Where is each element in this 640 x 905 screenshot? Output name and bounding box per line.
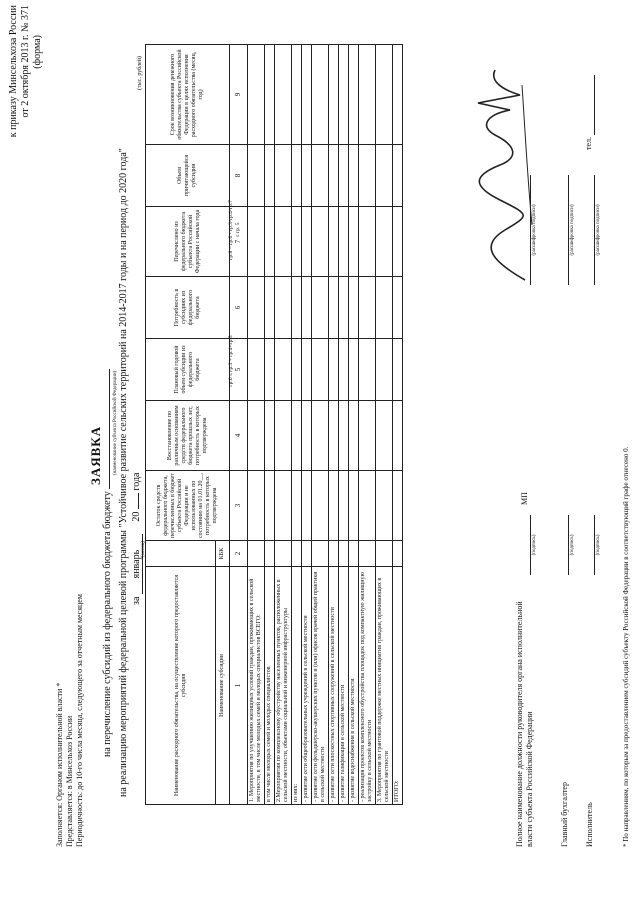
table-row (265, 45, 275, 805)
col-header-2 (146, 541, 216, 567)
handwritten-signature (470, 65, 540, 285)
table-row (339, 45, 349, 805)
accountant-sign-caption: (подпись) (570, 534, 575, 556)
table-cell (349, 145, 359, 207)
head-sign-caption: (подпись) (532, 534, 537, 556)
table-number-row (230, 45, 248, 805)
table-row (376, 45, 393, 805)
table-cell (393, 207, 403, 277)
date-month: январь (131, 534, 143, 594)
table-cell (302, 145, 312, 207)
table-cell (265, 471, 275, 541)
table-cell (275, 45, 292, 145)
table-cell (292, 45, 302, 145)
header-left-line1: Заполняется: Органом исполнительной власти * (55, 682, 64, 847)
col-header-5: Плановый годовой объем субсидии из федерального бюджета (146, 339, 230, 401)
table-cell (275, 541, 292, 567)
formula-col6: гр.6 ≤ гр.3 + гр.4+гр.5 (228, 335, 234, 387)
table-cell (312, 339, 329, 401)
table-cell (312, 401, 329, 471)
executor-sign-line (584, 515, 595, 575)
table-cell (248, 277, 265, 339)
table-cell (292, 145, 302, 207)
row-label: 1. Мероприятия по улучшению жилищных условий граждан, проживающих в сельской местности, в том числе молодых семей и молодых специалистов ВСЕГО: (248, 567, 265, 805)
subheader-name: Наименование субсидии (216, 567, 230, 805)
col-formula: 6 (234, 305, 242, 310)
table-cell (376, 277, 393, 339)
table-cell (312, 277, 329, 339)
table-cell (329, 145, 339, 207)
table-cell (339, 541, 349, 567)
table-cell (339, 471, 349, 541)
subtitle1: на перечисление субсидий из федерального бюджета бюджету (102, 491, 113, 757)
table-cell (302, 277, 312, 339)
table-cell (329, 45, 339, 145)
table-cell (349, 277, 359, 339)
col-number: 7 (230, 207, 248, 277)
head-sign-line (520, 515, 531, 575)
col-header-6: Потребность в субсидиях из федерального бюджета (146, 277, 230, 339)
table-cell (329, 207, 339, 277)
col-number: 5 (230, 339, 248, 401)
table-cell (376, 339, 393, 401)
row-label: 2.Мероприятия по комплексному обустройству населенных пунктов, расположенных в сельской местности, объектами социальной и инженерной инфраструктуры (275, 567, 292, 805)
header-left-line3: Периодичность: до 10-го числа месяца, следующего за отчетным месяцем (75, 594, 84, 847)
col-number: 4 (230, 401, 248, 471)
date-year-suffix: года (131, 472, 142, 491)
table-cell (349, 471, 359, 541)
month-caption: (месяц) (141, 540, 146, 557)
table-cell (329, 401, 339, 471)
table-cell (292, 277, 302, 339)
table-cell (393, 277, 403, 339)
table-row (248, 45, 265, 805)
footnote: * По направлениям, по которым за предоставлением субсидий субъекту Российской Федерации в соответствующий графе отнесено 0. (622, 446, 630, 847)
table-row (292, 45, 302, 805)
table-header-row (146, 45, 216, 805)
row-label: - развитие сети фельдшерско-акушерских пунктов и (или) офисов врачей общей практики в сельской местности (312, 567, 329, 805)
col-number: 2 (230, 541, 248, 567)
row-label: ИТОГО: (393, 567, 403, 805)
accountant-label: Главный бухгалтер (560, 782, 569, 847)
table-cell (292, 401, 302, 471)
table-cell (275, 339, 292, 401)
table-cell (248, 339, 265, 401)
col-header-3: Остаток средств федерального бюджета, перечисленных в бюджет субъекта Российской Федерации и не использованных по состоянию на 01.01.20__, потребность в которых подтверждена (146, 471, 230, 541)
table-cell (265, 339, 275, 401)
table-cell (359, 401, 376, 471)
table-cell (265, 277, 275, 339)
year-blank (138, 493, 139, 509)
table-cell (339, 401, 349, 471)
table-cell (359, 45, 376, 145)
table-cell (393, 339, 403, 401)
col-number: 1 (230, 567, 248, 805)
table-cell (312, 45, 329, 145)
table-cell (265, 207, 275, 277)
stamp-mp: МП (520, 492, 529, 505)
table-cell (329, 471, 339, 541)
table-row (275, 45, 292, 805)
accountant-sign-line (558, 515, 569, 575)
table-row (393, 45, 403, 805)
table-cell (248, 207, 265, 277)
row-label: 3. Мероприятия по грантовой поддержке местных инициатив граждан, проживающих в сельской местности (376, 567, 393, 805)
table-cell (393, 145, 403, 207)
row-label: - развитие газификации в сельской местности (339, 567, 349, 805)
row-label: - реализация проектов комплексного обустройства площадок под компактную жилищную застройку в сельской местности (359, 567, 376, 805)
table-cell (339, 45, 349, 145)
row-label: в том числе молодых семей и молодых специалистов (265, 567, 275, 805)
table-cell (359, 277, 376, 339)
table-cell (265, 45, 275, 145)
table-cell (359, 145, 376, 207)
table-cell (275, 207, 292, 277)
date-year-prefix: 20 (131, 511, 142, 522)
table-cell (265, 401, 275, 471)
table-cell (393, 471, 403, 541)
subtitle2: на реализацию мероприятий федеральной целевой программы "Устойчивое развитие сельских территорий на 2014-2017 годы и на период до 2020 года" (118, 148, 129, 797)
approval-block (8, 5, 44, 205)
table-cell (312, 207, 329, 277)
table-cell (312, 471, 329, 541)
table-cell (292, 207, 302, 277)
table-cell (292, 541, 302, 567)
col-header-7: Перечислено из федерального бюджета субъекта Российской Федерации с начала года (146, 207, 230, 277)
col-number: 8 (230, 145, 248, 207)
table-cell (349, 401, 359, 471)
col-header-8: Объем причитающейся субсидии (146, 145, 230, 207)
table-cell (359, 471, 376, 541)
header-left (55, 507, 85, 847)
table-cell (393, 45, 403, 145)
subtitle1-caption: (наименование субъекта Российской Федерации) (113, 370, 118, 475)
table-cell (329, 541, 339, 567)
table-cell (393, 401, 403, 471)
date-prefix: за (131, 596, 142, 605)
table-row (329, 45, 339, 805)
approval-line3: (форма) (32, 35, 43, 69)
date-line (131, 473, 143, 605)
col-header-4: Восстановление по различным основаниям средств федерального бюджета прошлых лет, потребность в которых подтверждена (146, 401, 230, 471)
table-cell (312, 145, 329, 207)
table-cell (248, 541, 265, 567)
table-cell (339, 339, 349, 401)
table-cell (376, 541, 393, 567)
head-decode-caption: (расшифровка подписи) (532, 204, 537, 256)
col-number: 9 (230, 45, 248, 145)
table-cell (349, 541, 359, 567)
unit-label: (тыс. рублей) (137, 56, 143, 90)
row-label: - развитие сети плоскостных спортивных сооружений в сельской местности (329, 567, 339, 805)
page-title: ЗАЯВКА (88, 425, 103, 485)
table-cell (248, 401, 265, 471)
subject-blank (109, 369, 110, 489)
row-label: - развитие сети общеобразовательных учреждений в сельской местности (302, 567, 312, 805)
table-cell (302, 339, 312, 401)
table-cell (393, 541, 403, 567)
header-left-line2: Представляется: в Минсельхоз России (65, 715, 74, 847)
col-header-kbk: КБК (216, 541, 230, 567)
table-cell (265, 145, 275, 207)
accountant-decode-caption: (расшифровка подписи) (570, 204, 575, 256)
col-number: 3 (230, 471, 248, 541)
approval-line1: к приказу Минсельхоза России (8, 5, 19, 138)
table-body (248, 45, 403, 805)
col-number (230, 277, 248, 339)
table-row (359, 45, 376, 805)
formula-col8: гр.8 = гр.6 - гр.3-гр.4-гр.7 ≤ гр. 5 (228, 200, 241, 260)
approval-line2: от 2 октября 2013 г. № 371 (20, 5, 31, 118)
table-cell (302, 471, 312, 541)
tel-label: тел. (584, 136, 593, 150)
row-label: - развитие водоснабжения в сельской местности (349, 567, 359, 805)
table-cell (248, 471, 265, 541)
table-cell (292, 339, 302, 401)
executor-label: Исполнитель (585, 802, 594, 847)
row-label: из них: (292, 567, 302, 805)
table-cell (359, 339, 376, 401)
table-cell (329, 277, 339, 339)
table-cell (359, 541, 376, 567)
table-cell (275, 145, 292, 207)
table-row (349, 45, 359, 805)
subtitle1-wrap (102, 137, 113, 757)
table-cell (376, 207, 393, 277)
tel-line (584, 75, 595, 135)
table-row (312, 45, 329, 805)
table-cell (275, 277, 292, 339)
table-cell (349, 207, 359, 277)
table-cell (349, 45, 359, 145)
table-cell (302, 541, 312, 567)
executor-decode-line (584, 175, 595, 285)
table-cell (376, 145, 393, 207)
executor-sign-caption: (подпись) (596, 534, 601, 556)
table-cell (302, 207, 312, 277)
table-cell (359, 207, 376, 277)
table-cell (275, 471, 292, 541)
table-cell (292, 471, 302, 541)
table-cell (376, 45, 393, 145)
table-cell (248, 45, 265, 145)
table-cell (275, 401, 292, 471)
table-cell (339, 207, 349, 277)
head-position-title: Полное наименование должности руководителя органа исполнительной власти субъекта Российской Федерации (515, 601, 534, 847)
table-cell (339, 277, 349, 339)
executor-decode-caption: (расшифровка подписи) (596, 204, 601, 256)
col-header-1: Наименование расходного обязательства, на осуществление которого предоставляется субсидия (146, 567, 216, 805)
table-cell (265, 541, 275, 567)
table-cell (312, 541, 329, 567)
table-cell (376, 471, 393, 541)
table-cell (329, 339, 339, 401)
table-cell (302, 45, 312, 145)
table-cell (339, 145, 349, 207)
table-cell (349, 339, 359, 401)
col-header-9: Срок возникновения денежного обязательства субъекта Российской Федерации в целях исполнения расходного обязательства (месяц, год) (146, 45, 230, 145)
table-cell (248, 145, 265, 207)
table-row (302, 45, 312, 805)
request-table (145, 44, 403, 805)
table-cell (302, 401, 312, 471)
table-cell (376, 401, 393, 471)
accountant-decode-line (558, 175, 569, 285)
